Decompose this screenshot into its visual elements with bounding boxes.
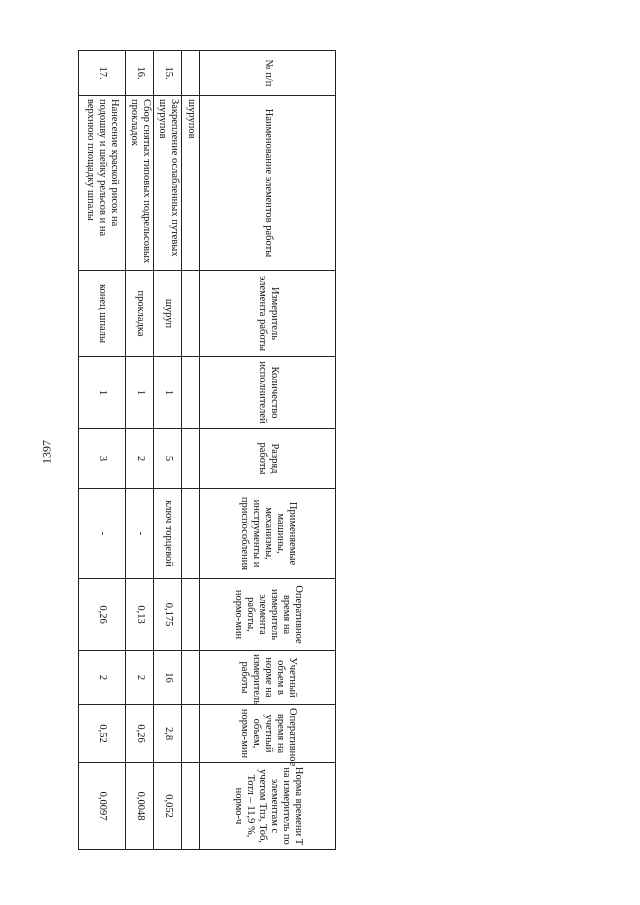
row-op-time-volume: 0,52 [79, 705, 126, 763]
cell-empty [181, 705, 199, 763]
row-volume: 2 [79, 651, 126, 705]
table-row [126, 51, 154, 850]
row-op-time-elem: 0,13 [126, 579, 154, 651]
row-grade: 5 [154, 429, 182, 489]
cell-empty [181, 51, 199, 96]
row-tools: ключ торцевой [154, 489, 182, 579]
header-row [200, 51, 336, 850]
cell-empty [181, 579, 199, 651]
row-name: Сбор снятых типовых подрельсовых прокладок [126, 96, 154, 271]
row-volume: 2 [126, 651, 154, 705]
cell-empty [181, 271, 199, 357]
norms-table-wrapper [78, 59, 336, 846]
page-number: 1397 [39, 440, 54, 464]
row-norm-time: 0,0097 [79, 763, 126, 850]
header-op-time-elem: Оперативное время на измеритель элемента работы, нормо-мин [200, 579, 336, 651]
row-num: 15. [154, 51, 182, 96]
header-op-time-volume: Оперативное время на учетный объем, нормо-мин [200, 705, 336, 763]
row-num: 17. [79, 51, 126, 96]
row-grade: 2 [126, 429, 154, 489]
row-meter: конец шпалы [79, 271, 126, 357]
row-op-time-elem: 0,26 [79, 579, 126, 651]
header-meter: Измеритель элемента работы [200, 271, 336, 357]
row-workers: 1 [154, 357, 182, 429]
norms-table [78, 50, 336, 850]
row-norm-time: 0,0048 [126, 763, 154, 850]
row-tools: - [126, 489, 154, 579]
header-tools: Применяемые машины, механизмы, инструменты и приспособления [200, 489, 336, 579]
row-op-time-volume: 0,26 [126, 705, 154, 763]
row-op-time-elem: 0,175 [154, 579, 182, 651]
continuation-text: шурупов [181, 96, 199, 271]
row-grade: 3 [79, 429, 126, 489]
row-name: Закрепление ослабленных путевых шурупов [154, 96, 182, 271]
row-name: Нанесение краской рисок на подошву и шейку рельсов и на верхнюю площадку шпалы [79, 96, 126, 271]
row-tools: - [79, 489, 126, 579]
header-norm-time: Норма времени Т на измеритель по элементам с учетом Тпз, Тоб, Тотл – 11,9 %, нормо-ч [200, 763, 336, 850]
row-meter: шуруп [154, 271, 182, 357]
row-workers: 1 [126, 357, 154, 429]
cell-empty [181, 489, 199, 579]
header-name: Наименование элементов работы [200, 96, 336, 271]
header-grade: Разряд работы [200, 429, 336, 489]
table-row [154, 51, 182, 850]
cell-empty [181, 357, 199, 429]
row-num: 16. [126, 51, 154, 96]
table-row [79, 51, 126, 850]
cell-empty [181, 763, 199, 850]
cell-empty [181, 651, 199, 705]
row-volume: 16 [154, 651, 182, 705]
header-workers: Количество исполнителей [200, 357, 336, 429]
row-op-time-volume: 2,8 [154, 705, 182, 763]
row-meter: прокладка [126, 271, 154, 357]
continuation-row [181, 51, 199, 850]
header-num: № п/п [200, 51, 336, 96]
row-norm-time: 0,052 [154, 763, 182, 850]
cell-empty [181, 429, 199, 489]
header-volume: Учетный объем в норме на измеритель работы [200, 651, 336, 705]
row-workers: 1 [79, 357, 126, 429]
